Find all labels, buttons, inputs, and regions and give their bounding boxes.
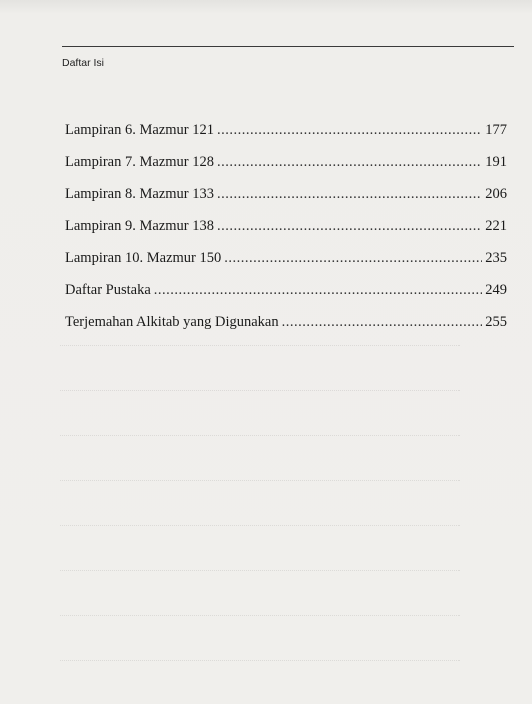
toc-entry-page: 255 [485,314,507,330]
toc-entry-label: Lampiran 8. Mazmur 133 [65,186,214,202]
leader-dots [217,122,482,139]
bleed-through-decoration [60,570,460,581]
leader-dots [224,250,482,267]
bleed-through-decoration [60,435,460,446]
bleed-through-decoration [60,480,460,491]
toc-entry-page: 249 [485,282,507,298]
bleed-through-decoration [60,345,460,356]
leader-dots [154,282,482,299]
toc-entry-page: 221 [485,218,507,234]
page-header: Daftar Isi [62,57,105,69]
toc-entry[interactable] [65,282,507,314]
toc-entry-page: 235 [485,250,507,266]
leader-dots [217,186,482,203]
toc-entry-label: Daftar Pustaka [65,282,151,298]
leader-dots [217,218,482,235]
leader-dots [217,154,482,171]
toc-entry-page: 206 [485,186,507,202]
toc-entry-label: Lampiran 6. Mazmur 121 [65,122,214,138]
bleed-through-decoration [60,615,460,626]
bleed-through-decoration [60,390,460,401]
header-rule [62,46,514,47]
toc-entry-label: Lampiran 9. Mazmur 138 [65,218,214,234]
toc-entry[interactable] [65,154,507,186]
bleed-through-decoration [60,660,460,671]
toc-entry-label: Terjemahan Alkitab yang Digunakan [65,314,279,330]
toc-entry[interactable] [65,250,507,282]
toc-entry-label: Lampiran 10. Mazmur 150 [65,250,222,266]
toc-entry-page: 177 [485,122,507,138]
toc-entry[interactable] [65,186,507,218]
table-of-contents [65,122,507,346]
toc-entry-page: 191 [485,154,507,170]
toc-entry[interactable] [65,218,507,250]
toc-entry-label: Lampiran 7. Mazmur 128 [65,154,214,170]
toc-entry[interactable] [65,314,507,346]
leader-dots [282,314,482,331]
toc-entry[interactable] [65,122,507,154]
bleed-through-decoration [60,525,460,536]
